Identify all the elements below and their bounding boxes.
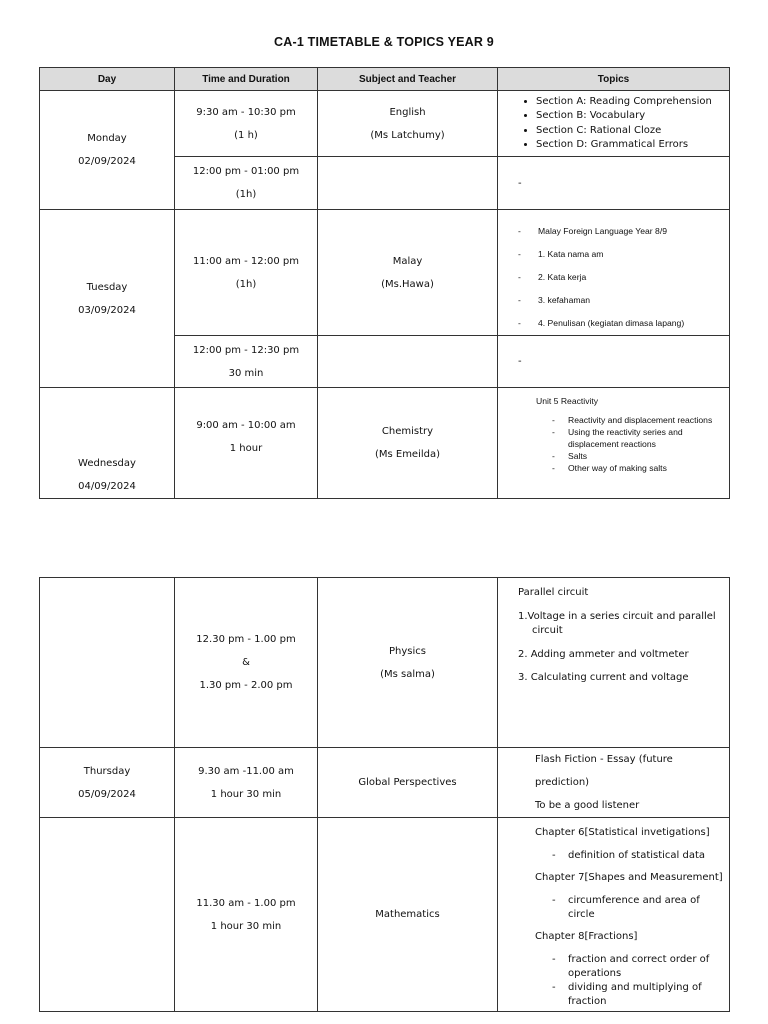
duration-text: 30 min [228,367,264,379]
chapter-heading: Chapter 6[Statistical invetigations] [535,827,710,838]
table-row [40,388,730,499]
table-row [40,91,730,157]
time-text: 11:00 am - 12:00 pm [193,255,299,267]
topic-item: - Reactivity and displacement reactions [498,414,729,426]
subject-text: Mathematics [375,909,440,920]
teacher-text: (Ms Emeilda) [374,449,441,460]
day-date: 04/09/2024 [78,481,136,492]
topic-item: - fraction and correct order of operations [498,953,729,981]
topic-item: - [518,356,522,367]
topic-item: - 1. Kata nama am [498,243,729,266]
topic-item: Parallel circuit [518,587,589,598]
table-row [40,748,730,818]
day-cell-thursday [40,748,175,818]
time-text: 11.30 am - 1.00 pm [196,897,296,909]
subject-text: English [389,106,426,118]
timetable-table-1 [39,67,730,499]
day-cell-empty [40,818,175,1012]
header-topics: Topics [498,68,730,91]
topics-cell [498,336,730,388]
day-cell-empty [40,578,175,748]
subject-text: Chemistry [381,426,434,437]
teacher-text: (Ms.Hawa) [381,278,434,290]
subject-cell [318,578,498,748]
day-name: Thursday [83,765,131,777]
duration-text: (1h) [235,189,257,200]
topic-item: circuit [532,625,563,636]
table-row [40,578,730,748]
day-cell-monday [40,91,175,210]
header-day: Day [40,68,175,91]
subject-text: Physics [389,645,426,657]
topic-item: - dividing and multiplying of fraction [498,981,729,1009]
teacher-text: (Ms Latchumy) [370,129,445,141]
subject-cell [318,91,498,157]
time-cell [175,578,318,748]
chapter-heading: Chapter 8[Fractions] [535,931,638,942]
time-text: 12.30 pm - 1.00 pm [196,634,296,645]
topic-item: - circumference and area of circle [498,894,729,922]
day-date: 02/09/2024 [78,156,136,167]
day-date: 03/09/2024 [78,304,136,316]
topics-cell [498,578,730,748]
subject-cell [318,388,498,499]
subject-cell [318,336,498,388]
header-subject: Subject and Teacher [318,68,498,91]
subject-cell [318,157,498,210]
duration-text: 1 hour 30 min [210,920,282,932]
subject-text: Malay [392,255,423,267]
topic-item: - 4. Penulisan (kegiatan dimasa lapang) [498,312,729,335]
topic-item: • Section D: Grammatical Errors [536,138,729,153]
day-cell-wednesday [40,388,175,499]
topic-item: • Section A: Reading Comprehension [536,95,729,110]
time-cell [175,91,318,157]
time-text: 12:00 pm - 12:30 pm [192,344,300,356]
subject-cell [318,818,498,1012]
subject-text: Global Perspectives [358,777,457,788]
topic-item: - definition of statistical data [498,849,729,863]
time-cell [175,210,318,336]
day-name: Tuesday [86,281,128,293]
topic-item: 1.Voltage in a series circuit and parallel [518,610,716,622]
time-text: 9:00 am - 10:00 am [196,420,296,431]
topics-cell [498,388,730,499]
time-cell [175,388,318,499]
topic-item: Flash Fiction - Essay (future prediction) [535,754,673,788]
topic-item: - [518,177,522,189]
time-text: 12:00 pm - 01:00 pm [192,166,300,177]
topic-item: - 2. Kata kerja [498,266,729,289]
unit-heading: Unit 5 Reactivity [536,396,599,406]
topic-item: - 3. kefahaman [498,289,729,312]
duration-text: 1 hour 30 min [210,788,282,800]
teacher-text: (Ms salma) [380,668,435,680]
topic-item: • Section C: Rational Cloze [536,124,729,139]
page-title: CA-1 TIMETABLE & TOPICS YEAR 9 [274,35,494,49]
topics-cell [498,157,730,210]
day-cell-tuesday [40,210,175,388]
duration-text: (1 h) [234,129,258,141]
topic-item: - Salts [498,450,729,462]
time-cell [175,748,318,818]
topic-item: • Section B: Vocabulary [536,109,729,124]
subject-cell [318,210,498,336]
topics-cell [498,818,730,1012]
time-text: 9:30 am - 10:30 pm [196,106,296,118]
time-text: 1.30 pm - 2.00 pm [199,680,293,691]
time-cell [175,336,318,388]
timetable-table-2 [39,577,730,1012]
subject-cell [318,748,498,818]
topics-cell [498,91,730,157]
topic-item: - Using the reactivity series and displacement reactions [498,426,729,450]
ampersand-text: & [242,657,250,668]
time-cell [175,818,318,1012]
topic-item: - Other way of making salts [498,462,729,474]
time-text: 9.30 am -11.00 am [198,765,294,777]
table-row [40,818,730,1012]
table-row [40,210,730,336]
time-cell [175,157,318,210]
topic-item: - Malay Foreign Language Year 8/9 [498,220,729,243]
day-date: 05/09/2024 [78,788,136,800]
day-name: Wednesday [78,458,136,469]
chapter-heading: Chapter 7[Shapes and Measurement] [535,872,723,883]
topics-cell [498,210,730,336]
topic-item: 2. Adding ammeter and voltmeter [518,648,689,660]
topic-item: 3. Calculating current and voltage [518,672,689,683]
duration-text: 1 hour [229,443,263,454]
header-time: Time and Duration [175,68,318,91]
day-name: Monday [87,133,127,144]
topic-item: To be a good listener [535,800,640,811]
duration-text: (1h) [235,278,257,290]
topics-cell [498,748,730,818]
